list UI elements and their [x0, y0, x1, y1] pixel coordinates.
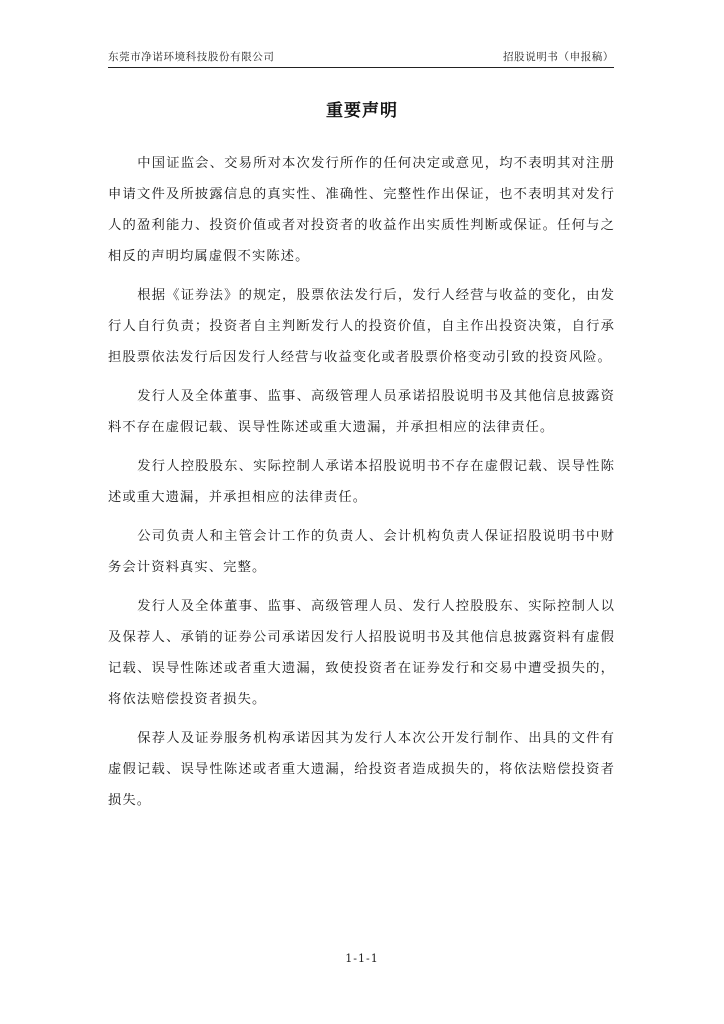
- page-number: 1-1-1: [345, 952, 379, 965]
- header-divider: [108, 67, 614, 68]
- statement-paragraph-3: 发行人及全体董事、监事、高级管理人员承诺招股说明书及其他信息披露资料不存在虚假记载、误导性陈述或重大遗漏，并承担相应的法律责任。: [108, 389, 615, 435]
- statement-body: [108, 148, 615, 824]
- header-company-name: 东莞市净诺环境科技股份有限公司: [108, 51, 275, 63]
- header-document-type: 招股说明书（申报稿）: [503, 51, 614, 63]
- statement-paragraph-2: 根据《证券法》的规定，股票依法发行后，发行人经营与收益的变化，由发行人自行负责；投资者自主判断发行人的投资价值，自主作出投资决策，自行承担股票依法发行后因发行人经营与收益变化或者股票价格变动引致的投资风险。: [108, 288, 615, 365]
- statement-paragraph-1: 中国证监会、交易所对本次发行所作的任何决定或意见，均不表明其对注册申请文件及所披露信息的真实性、准确性、完整性作出保证，也不表明其对发行人的盈利能力、投资价值或者对投资者的收益作出实质性判断或保证。任何与之相反的声明均属虚假不实陈述。: [108, 156, 615, 264]
- statement-paragraph-5: 公司负责人和主管会计工作的负责人、会计机构负责人保证招股说明书中财务会计资料真实、完整。: [108, 529, 615, 575]
- page-title: 重要声明: [326, 101, 398, 121]
- page-header: [108, 50, 614, 64]
- statement-paragraph-4: 发行人控股股东、实际控制人承诺本招股说明书不存在虚假记载、误导性陈述或重大遗漏，并承担相应的法律责任。: [108, 459, 615, 505]
- statement-paragraph-6: 发行人及全体董事、监事、高级管理人员、发行人控股股东、实际控制人以及保荐人、承销的证券公司承诺因发行人招股说明书及其他信息披露资料有虚假记载、误导性陈述或者重大遗漏，致使投资者在证券发行和交易中遭受损失的，将依法赔偿投资者损失。: [108, 599, 615, 707]
- statement-paragraph-7: 保荐人及证券服务机构承诺因其为发行人本次公开发行制作、出具的文件有虚假记载、误导性陈述或者重大遗漏，给投资者造成损失的，将依法赔偿投资者损失。: [108, 731, 615, 808]
